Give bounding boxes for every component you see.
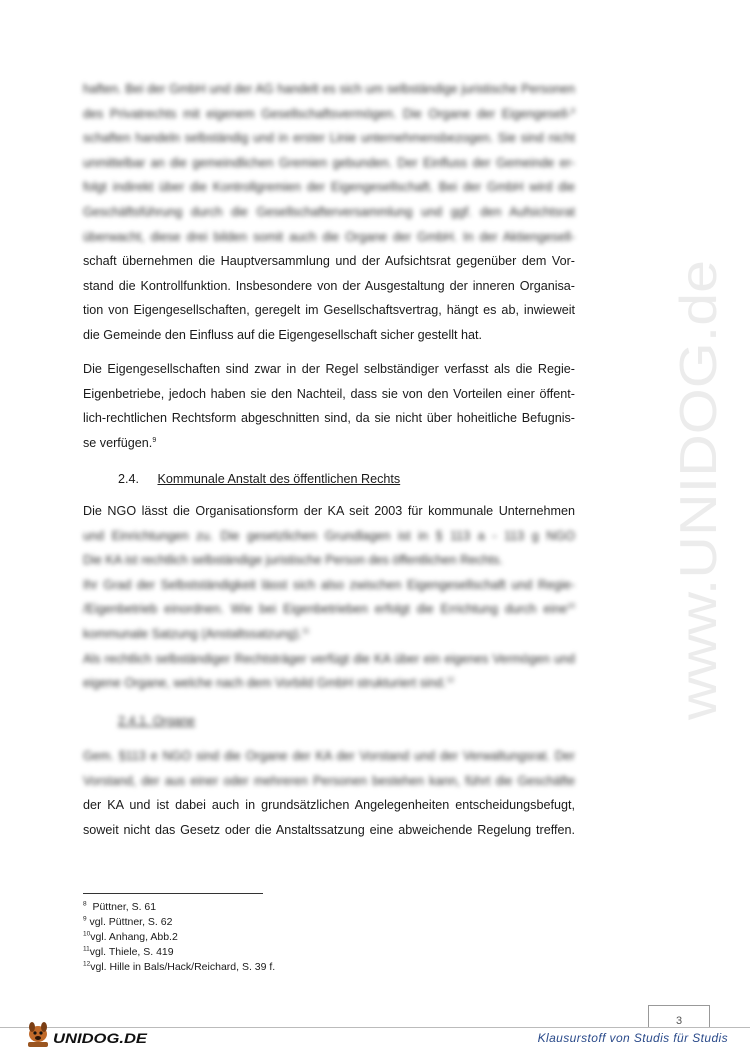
section-heading-2-4 <box>118 469 400 489</box>
blurred-line: haften. Bei der GmbH und der AG handelt es sich um selbständige juristische Personen <box>83 82 575 96</box>
footnote-ref-10: 10 <box>567 603 575 611</box>
blurred-line: Als rechtlich selbständiger Rechtsträger verfügt die KA über ein eigenes Vermögen und <box>83 651 575 666</box>
blurred-line: Vorstand, der aus einer oder mehreren Personen bestehen kann, führt die Geschäfte <box>83 773 575 788</box>
blurred-line: des Privatrechts mit eigenem Gesellschaftsvermögen. Die Organe der Eigengesell-$^8$ <box>83 106 575 121</box>
footnote: $^{10}$vgl. Anhang, Abb.2 <box>83 930 178 943</box>
paragraph-organe <box>83 744 575 842</box>
blurred-line: überwacht, diese drei bilden somit auch die Organe der GmbH. In der Aktiengesell- <box>83 229 575 244</box>
footnote-ref-9: 9 <box>152 436 157 444</box>
section-title: Kommunale Anstalt des öffentlichen Rechts <box>157 472 401 486</box>
text-line: schaft übernehmen die Hauptversammlung und der Aufsichtsrat gegenüber dem Vor- <box>83 254 575 269</box>
footnote: $^8$ Püttner, S. 61 <box>83 900 157 913</box>
blurred-line: kommunale Satzung (Anstaltssatzung).$^{11}$ <box>83 626 310 641</box>
footer-tagline: Klausurstoff von Studis für Studis <box>537 1031 728 1045</box>
text-line: soweit nicht das Gesetz oder die Anstaltssatzung eine abweichende Regelung treffen. <box>83 822 575 837</box>
blurred-line: Gem. §113 e NGO sind die Organe der KA der Vorstand und der Verwaltungsrat. Der <box>83 749 575 763</box>
footnotes <box>83 900 275 975</box>
paragraph-eigengesellschaft-nachteil <box>83 357 575 455</box>
unidog-logo <box>24 1016 152 1050</box>
text-line: lich-rechtlichen Rechtsform abgeschnitten sind, da sie nicht über hoheitliche Befugnis- <box>83 411 575 426</box>
text-line: die Gemeinde den Einfluss auf die Eigengesellschaft sicher gestellt hat. <box>83 327 483 342</box>
footnote-ref-12: 12 <box>446 676 455 684</box>
blurred-line: unmittelbar an die gemeindlichen Gremien gebunden. Der Einfluss der Gemeinde er- <box>83 155 575 170</box>
paragraph-eigengesellschaft-organe <box>83 77 575 348</box>
blurred-line: folgt indirekt über die Kontrollgremien der Eigengesellschaft. Bei der GmbH wird die <box>83 180 575 195</box>
text-line: se verfügen.$^9$ <box>83 435 157 450</box>
blurred-line: Geschäftsführung durch die Gesellschafterversammlung und ggf. den Aufsichtsrat <box>83 204 575 219</box>
watermark <box>658 250 738 730</box>
text-line: tion von Eigengesellschaften, geregelt im Gesellschaftsvertrag, hängt es ab, inwieweit <box>83 303 575 318</box>
footnote-ref-11: 11 <box>302 627 310 635</box>
text-line: Eigenbetriebe, jedoch haben sie den Nachteil, dass sie von den Vorteilen einer öffent- <box>83 386 575 401</box>
page-number: 3 <box>648 1005 710 1028</box>
blurred-line: eigene Organe, welche nach dem Vorbild GmbH strukturiert sind.$^{12}$ <box>83 676 455 691</box>
text-line: Die Eigengesellschaften sind zwar in der Regel selbständiger verfasst als die Regie- <box>83 362 575 376</box>
watermark-text: www.UNIDOG.de <box>670 315 728 720</box>
dog-icon <box>28 1022 48 1047</box>
footnote-separator <box>83 893 263 894</box>
footnote-ref-8: 8 <box>571 107 575 115</box>
section-number: 2.4. <box>118 472 140 486</box>
text-line: stand die Kontrollfunktion. Insbesondere von der Ausgestaltung der inneren Organisa- <box>83 278 575 293</box>
text-line: der KA und ist dabei auch in grundsätzlichen Angelegenheiten entscheidungsbefugt, <box>83 798 575 813</box>
logo-text: UNIDOG.DE <box>53 1030 148 1046</box>
blurred-line: schaften handeln selbständig und in erster Linie unternehmensbezogen. Sie sind nicht <box>83 131 575 146</box>
footnote: $^{11}$vgl. Thiele, S. 419 <box>83 945 174 958</box>
footnote: $^9$ vgl. Püttner, S. 62 <box>83 915 173 928</box>
section-title: 2.4.1. Organe <box>118 714 196 728</box>
section-heading-2-4-1 <box>118 711 195 731</box>
blurred-line: Die KA ist rechtlich selbständige juristische Person des öffentlichen Rechts. <box>83 553 503 568</box>
paragraph-kommunale-anstalt <box>83 499 575 696</box>
blurred-line: /Eigenbetrieb einordnen. Wie bei Eigenbetrieben erfolgt die Errichtung durch eine$^{10}$ <box>83 602 575 617</box>
footnote: $^{12}$vgl. Hille in Bals/Hack/Reichard, S. 39 f. <box>83 960 276 973</box>
text-line: Die NGO lässt die Organisationsform der KA seit 2003 für kommunale Unternehmen <box>83 504 575 518</box>
blurred-line: und Einrichtungen zu. Die gesetzlichen Grundlagen ist in § 113 a - 113 g NGO <box>83 528 575 543</box>
blurred-line: Ihr Grad der Selbstständigkeit lässt sich also zwischen Eigengesellschaft und Regie- <box>83 577 575 592</box>
